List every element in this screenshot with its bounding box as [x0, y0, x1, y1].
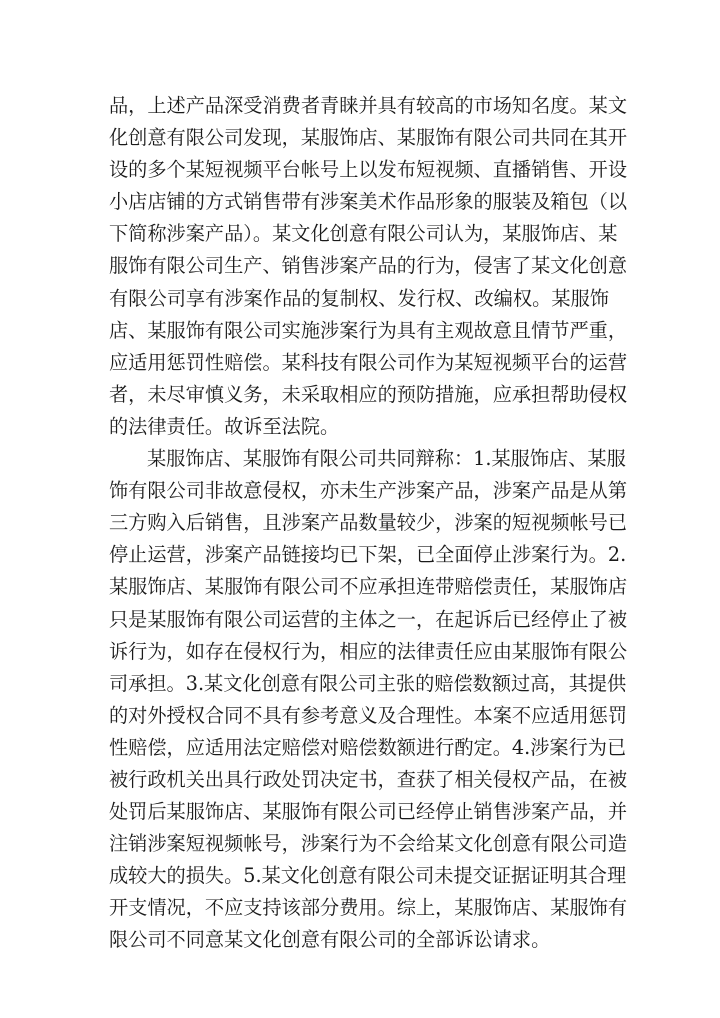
text-line: 设的多个某短视频平台帐号上以发布短视频、直播销售、开设	[109, 158, 628, 182]
text-line: 司承担。3.某文化创意有限公司主张的赔偿数额过高，其提供	[109, 671, 627, 695]
text-line: 服饰有限公司生产、销售涉案产品的行为，侵害了某文化创意	[109, 254, 628, 278]
text-line: 的法律责任。故诉至法院。	[109, 414, 340, 438]
text-line: 某服饰店、某服饰有限公司共同辩称：1.某服饰店、某服	[147, 447, 626, 471]
text-line: 化创意有限公司发现，某服饰店、某服饰有限公司共同在其开	[109, 126, 628, 150]
text-line: 有限公司享有涉案作品的复制权、发行权、改编权。某服饰	[109, 286, 609, 310]
text-line: 停止运营，涉案产品链接均已下架，已全面停止涉案行为。2.	[109, 543, 627, 567]
paragraph	[109, 443, 628, 957]
text-line: 某服饰店、某服饰有限公司不应承担连带赔偿责任，某服饰店	[109, 575, 628, 599]
text-line: 店、某服饰有限公司实施涉案行为具有主观故意且情节严重，	[109, 318, 628, 342]
text-line: 应适用惩罚性赔偿。某科技有限公司作为某短视频平台的运营	[109, 350, 628, 374]
text-line: 只是某服饰有限公司运营的主体之一，在起诉后已经停止了被	[109, 607, 628, 631]
text-line: 诉行为，如存在侵权行为，相应的法律责任应由某服饰有限公	[109, 639, 628, 663]
paragraph	[109, 90, 628, 443]
text-line: 下简称涉案产品）。某文化创意有限公司认为，某服饰店、某	[109, 222, 618, 246]
document-body	[109, 90, 628, 957]
text-line: 被行政机关出具行政处罚决定书，查获了相关侵权产品，在被	[109, 767, 628, 791]
text-line: 饰有限公司非故意侵权，亦未生产涉案产品，涉案产品是从第	[109, 479, 628, 503]
text-line: 品，上述产品深受消费者青睐并具有较高的市场知名度。某文	[109, 94, 628, 117]
text-line: 小店店铺的方式销售带有涉案美术作品形象的服装及箱包（以	[109, 190, 628, 214]
text-line: 性赔偿，应适用法定赔偿对赔偿数额进行酌定。4.涉案行为已	[109, 735, 627, 759]
text-line: 开支情况，不应支持该部分费用。综上，某服饰店、某服饰有	[109, 896, 628, 920]
text-line: 处罚后某服饰店、某服饰有限公司已经停止销售涉案产品，并	[109, 800, 628, 824]
text-line: 的对外授权合同不具有参考意义及合理性。本案不应适用惩罚	[109, 703, 628, 727]
text-line: 三方购入后销售，且涉案产品数量较少，涉案的短视频帐号已	[109, 511, 628, 535]
text-line: 者，未尽审慎义务，未采取相应的预防措施，应承担帮助侵权	[109, 382, 628, 406]
text-line: 限公司不同意某文化创意有限公司的全部诉讼请求。	[109, 928, 551, 952]
text-line: 成较大的损失。5.某文化创意有限公司未提交证据证明其合理	[109, 864, 627, 888]
text-line: 注销涉案短视频帐号，涉案行为不会给某文化创意有限公司造	[109, 832, 628, 856]
